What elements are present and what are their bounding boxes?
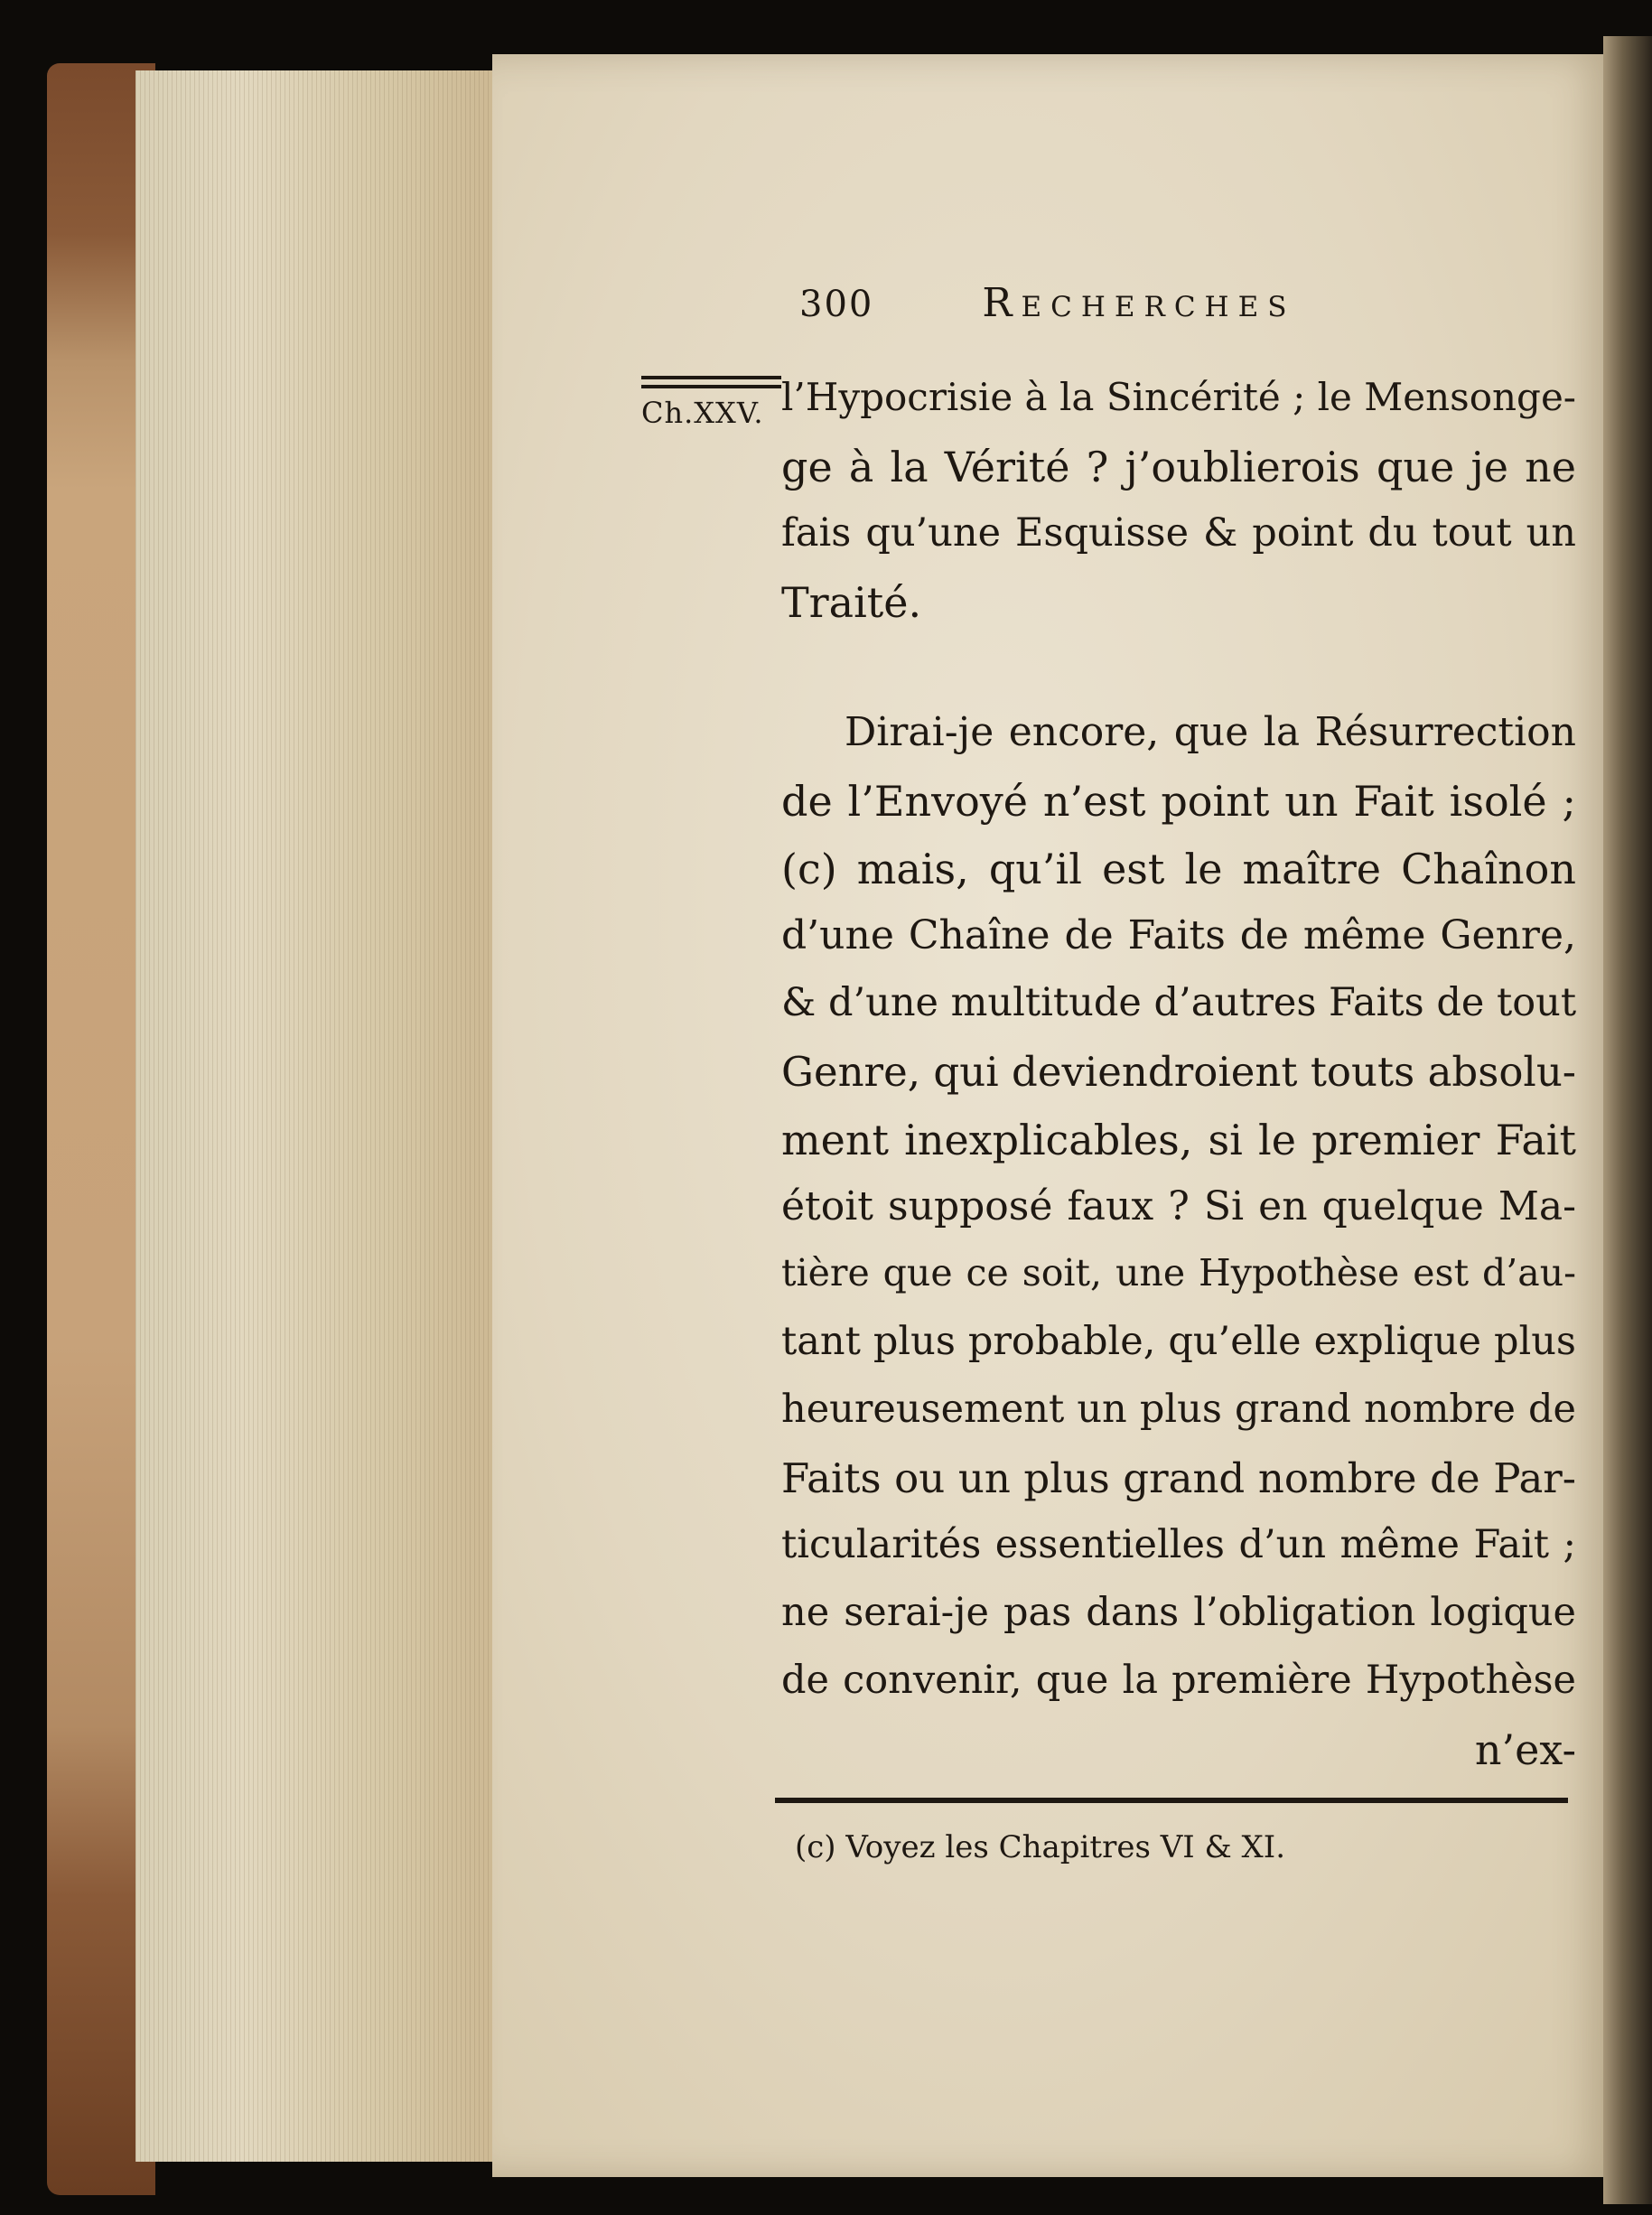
body-line: fais qu’une Esquisse & point du tout un — [781, 510, 1576, 556]
body-line: de l’Envoyé n’est point un Fait isolé ; — [781, 777, 1576, 826]
body-line: l’Hypocrisie à la Sincérité ; le Mensonge- — [781, 375, 1576, 419]
footnote: (c) Voyez les Chapitres VI & XI. — [795, 1829, 1286, 1865]
body-line: étoit supposé faux ? Si en quelque Ma- — [781, 1183, 1576, 1229]
body-line: Genre, qui deviendroient touts absolu- — [781, 1048, 1576, 1096]
body-line: de convenir, que la première Hypothèse — [781, 1658, 1576, 1703]
margin-rule — [641, 385, 781, 388]
running-head-title: Recherches — [982, 280, 1296, 326]
running-head — [799, 280, 1295, 326]
body-line: ne serai-je pas dans l’obligation logique — [781, 1590, 1576, 1635]
body-line: Dirai-je encore, que la Résurrection — [845, 709, 1576, 755]
body-line: ge à la Vérité ? j’oublierois que je ne — [781, 443, 1576, 491]
footnote-rule — [775, 1798, 1568, 1803]
body-line: ment inexplicables, si le premier Fait — [781, 1116, 1576, 1164]
body-line: tant plus probable, qu’elle explique plus — [781, 1319, 1576, 1364]
page-edges — [135, 70, 494, 2162]
body-line: tière que ce soit, une Hypothèse est d’au- — [781, 1251, 1576, 1294]
gutter-shadow — [1603, 36, 1652, 2204]
page-number: 300 — [799, 284, 874, 325]
body-line: Faits ou un plus grand nombre de Par- — [781, 1454, 1576, 1502]
body-line: d’une Chaîne de Faits de même Genre, — [781, 912, 1576, 958]
catchword: n’ex- — [1474, 1725, 1576, 1774]
margin-rule — [641, 376, 781, 379]
body-line: Traité. — [781, 578, 922, 627]
body-line: ticularités essentielles d’un même Fait ; — [781, 1522, 1576, 1567]
chapter-marker: Ch.XXV. — [641, 396, 764, 430]
body-line: heureusement un plus grand nombre de — [781, 1387, 1576, 1432]
body-line: (c) mais, qu’il est le maître Chaînon — [781, 845, 1576, 893]
body-line: & d’une multitude d’autres Faits de tout — [781, 980, 1577, 1025]
